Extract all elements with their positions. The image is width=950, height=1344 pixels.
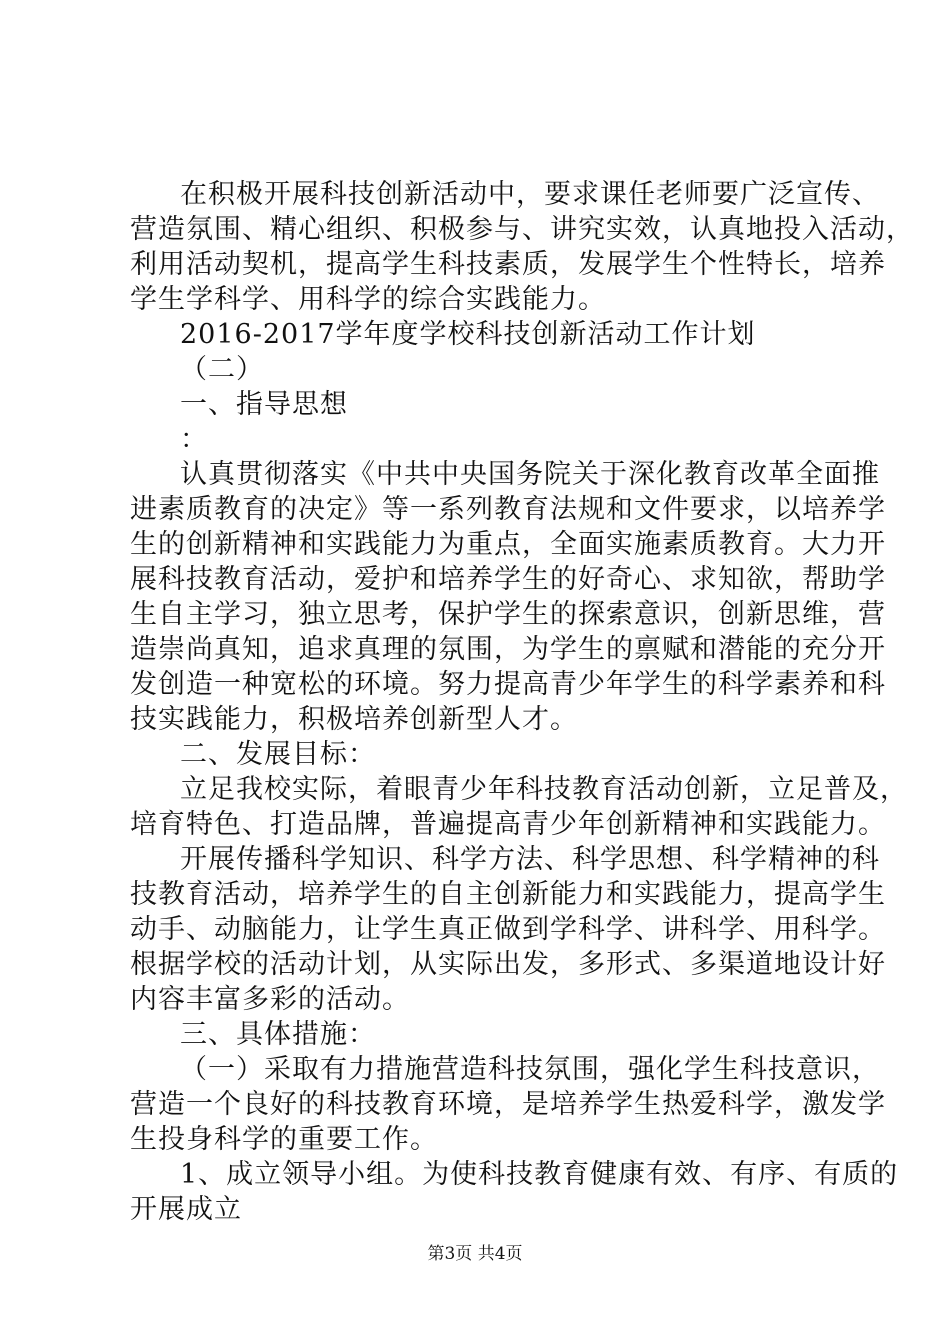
- text-line: 技实践能力，积极培养创新型人才。: [130, 704, 578, 735]
- text-line: （一）采取有力措施营造科技氛围，强化学生科技意识，: [180, 1054, 880, 1085]
- text-line: 根据学校的活动计划，从实际出发，多形式、多渠道地设计好: [130, 949, 886, 980]
- text-line: 营造氛围、精心组织、积极参与、讲究实效，认真地投入活动，: [130, 214, 914, 245]
- text-line: 动手、动脑能力，让学生真正做到学科学、讲科学、用科学。: [130, 914, 886, 945]
- text-line: 生的创新精神和实践能力为重点，全面实施素质教育。大力开: [130, 529, 886, 560]
- text-line: 生自主学习，独立思考，保护学生的探索意识，创新思维，营: [130, 599, 886, 630]
- text-line: 开展成立: [130, 1194, 242, 1225]
- text-line: 内容丰富多彩的活动。: [130, 984, 410, 1015]
- section-subtitle: （二）: [180, 354, 264, 385]
- text-line: 学生学科学、用科学的综合实践能力。: [130, 284, 606, 315]
- text-line: 造崇尚真知，追求真理的氛围，为学生的禀赋和潜能的充分开: [130, 634, 886, 665]
- text-line: 技教育活动，培养学生的自主创新能力和实践能力，提高学生: [130, 879, 886, 910]
- text-line: 认真贯彻落实《中共中央国务院关于深化教育改革全面推: [180, 459, 880, 490]
- heading-goals: 二、发展目标：: [180, 739, 376, 770]
- text-line: 立足我校实际，着眼青少年科技教育活动创新，立足普及，: [180, 774, 908, 805]
- heading-measures: 三、具体措施：: [180, 1019, 376, 1050]
- text-line: 进素质教育的决定》等一系列教育法规和文件要求，以培养学: [130, 494, 886, 525]
- text-line: 1、成立领导小组。为使科技教育健康有效、有序、有质的: [180, 1159, 899, 1190]
- text-line: 营造一个良好的科技教育环境，是培养学生热爱科学，激发学: [130, 1089, 886, 1120]
- section-title: 2016-2017学年度学校科技创新活动工作计划: [180, 319, 756, 350]
- text-line: ：: [180, 424, 208, 455]
- text-line: 展科技教育活动，爱护和培养学生的好奇心、求知欲，帮助学: [130, 564, 886, 595]
- heading-guiding-thought: 一、指导思想: [180, 389, 348, 420]
- text-line: 生投身科学的重要工作。: [130, 1124, 438, 1155]
- text-line: 开展传播科学知识、科学方法、科学思想、科学精神的科: [180, 844, 880, 875]
- text-line: 发创造一种宽松的环境。努力提高青少年学生的科学素养和科: [130, 669, 886, 700]
- page-footer: 第3页 共4页: [427, 1244, 523, 1264]
- text-line: 利用活动契机，提高学生科技素质，发展学生个性特长，培养: [130, 249, 886, 280]
- text-line: 培育特色、打造品牌，普遍提高青少年创新精神和实践能力。: [130, 809, 886, 840]
- text-line: 在积极开展科技创新活动中，要求课任老师要广泛宣传、: [180, 179, 880, 210]
